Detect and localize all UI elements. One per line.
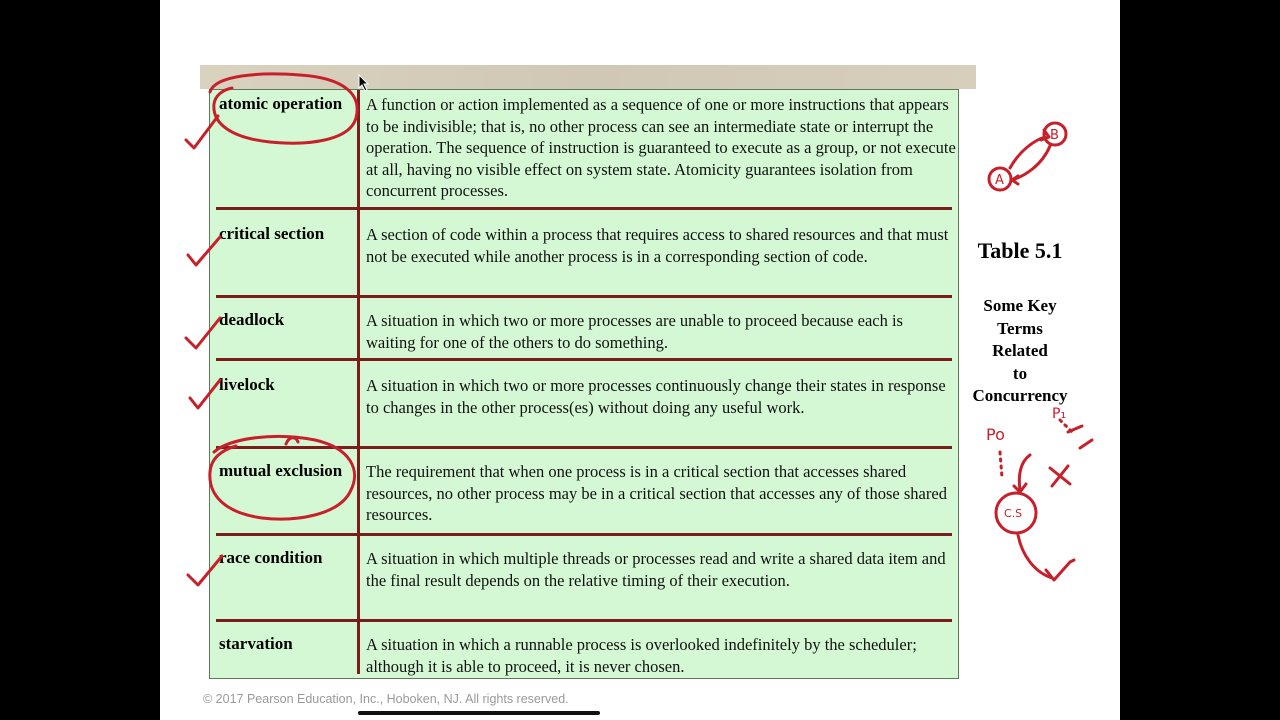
checkmark-icon bbox=[186, 116, 218, 148]
definition-cell: The requirement that when one process is in a critical section that accesses shared resources, no other process may be in a critical section that accesses any of those shared resources. bbox=[366, 462, 947, 524]
dotted-line bbox=[1000, 452, 1002, 478]
copyright-footer: © 2017 Pearson Education, Inc., Hoboken, NJ. All rights reserved. bbox=[203, 692, 569, 706]
checkmark-icon bbox=[188, 237, 220, 265]
home-indicator[interactable] bbox=[358, 711, 600, 715]
definition-cell: A situation in which a runnable process is overlooked indefinitely by the scheduler; although it is able to proceed, it is never chosen. bbox=[366, 635, 917, 676]
x-mark bbox=[1050, 466, 1070, 486]
definition-cell: A function or action implemented as a sequence of one or more instructions that appears to be indivisible; that is, no other process can see an intermediate state or interrupt the operation. The sequence of instruction is guaranteed to execute as a group, or not execute at all, having no visible effect on system state. Atomicity guarantees isolation from concurrent processes. bbox=[366, 95, 956, 200]
cs-label: C.S bbox=[1004, 507, 1023, 520]
table-caption-number: Table 5.1 bbox=[977, 238, 1063, 263]
node-a-label: A bbox=[995, 173, 1004, 188]
term-cell: critical section bbox=[219, 224, 325, 243]
definition-cell: A situation in which two or more processes are unable to proceed because each is waiting for one of the others to do something. bbox=[366, 311, 903, 352]
p1-label: P₁ bbox=[1052, 406, 1067, 422]
term-cell: mutual exclusion bbox=[219, 461, 343, 480]
definition-cell: A situation in which multiple threads or processes read and write a shared data item and the final result depends on the relative timing of their execution. bbox=[366, 549, 946, 590]
ink-circle-mutual bbox=[210, 436, 355, 519]
ink-squiggle bbox=[286, 438, 298, 444]
definition-cell: A situation in which two or more processes continuously change their states in response to changes in the other process(es) without doing any useful work. bbox=[366, 376, 946, 417]
term-cell: atomic operation bbox=[219, 94, 343, 113]
term-cell: deadlock bbox=[219, 310, 285, 329]
node-b-label: B bbox=[1050, 128, 1059, 143]
ink-circle-atomic bbox=[210, 74, 357, 143]
caption-line: Concurrency bbox=[972, 386, 1068, 405]
checkmark-icon bbox=[190, 380, 220, 408]
checkmark-icon bbox=[188, 556, 222, 585]
definition-cell: A section of code within a process that requires access to shared resources and that must not be executed while another process is in a corresponding section of code. bbox=[366, 225, 949, 266]
caption-line: Terms bbox=[997, 318, 1043, 338]
term-cell: starvation bbox=[219, 634, 293, 653]
caption-line: to bbox=[1012, 363, 1028, 383]
caption-line: Related bbox=[992, 341, 1048, 360]
term-cell: livelock bbox=[219, 375, 275, 394]
caption-line: Some Key bbox=[983, 296, 1057, 315]
mouse-pointer-icon bbox=[358, 74, 370, 92]
term-cell: race condition bbox=[219, 548, 323, 567]
p0-label: Po bbox=[986, 425, 1005, 444]
checkmark-icon bbox=[186, 318, 220, 348]
